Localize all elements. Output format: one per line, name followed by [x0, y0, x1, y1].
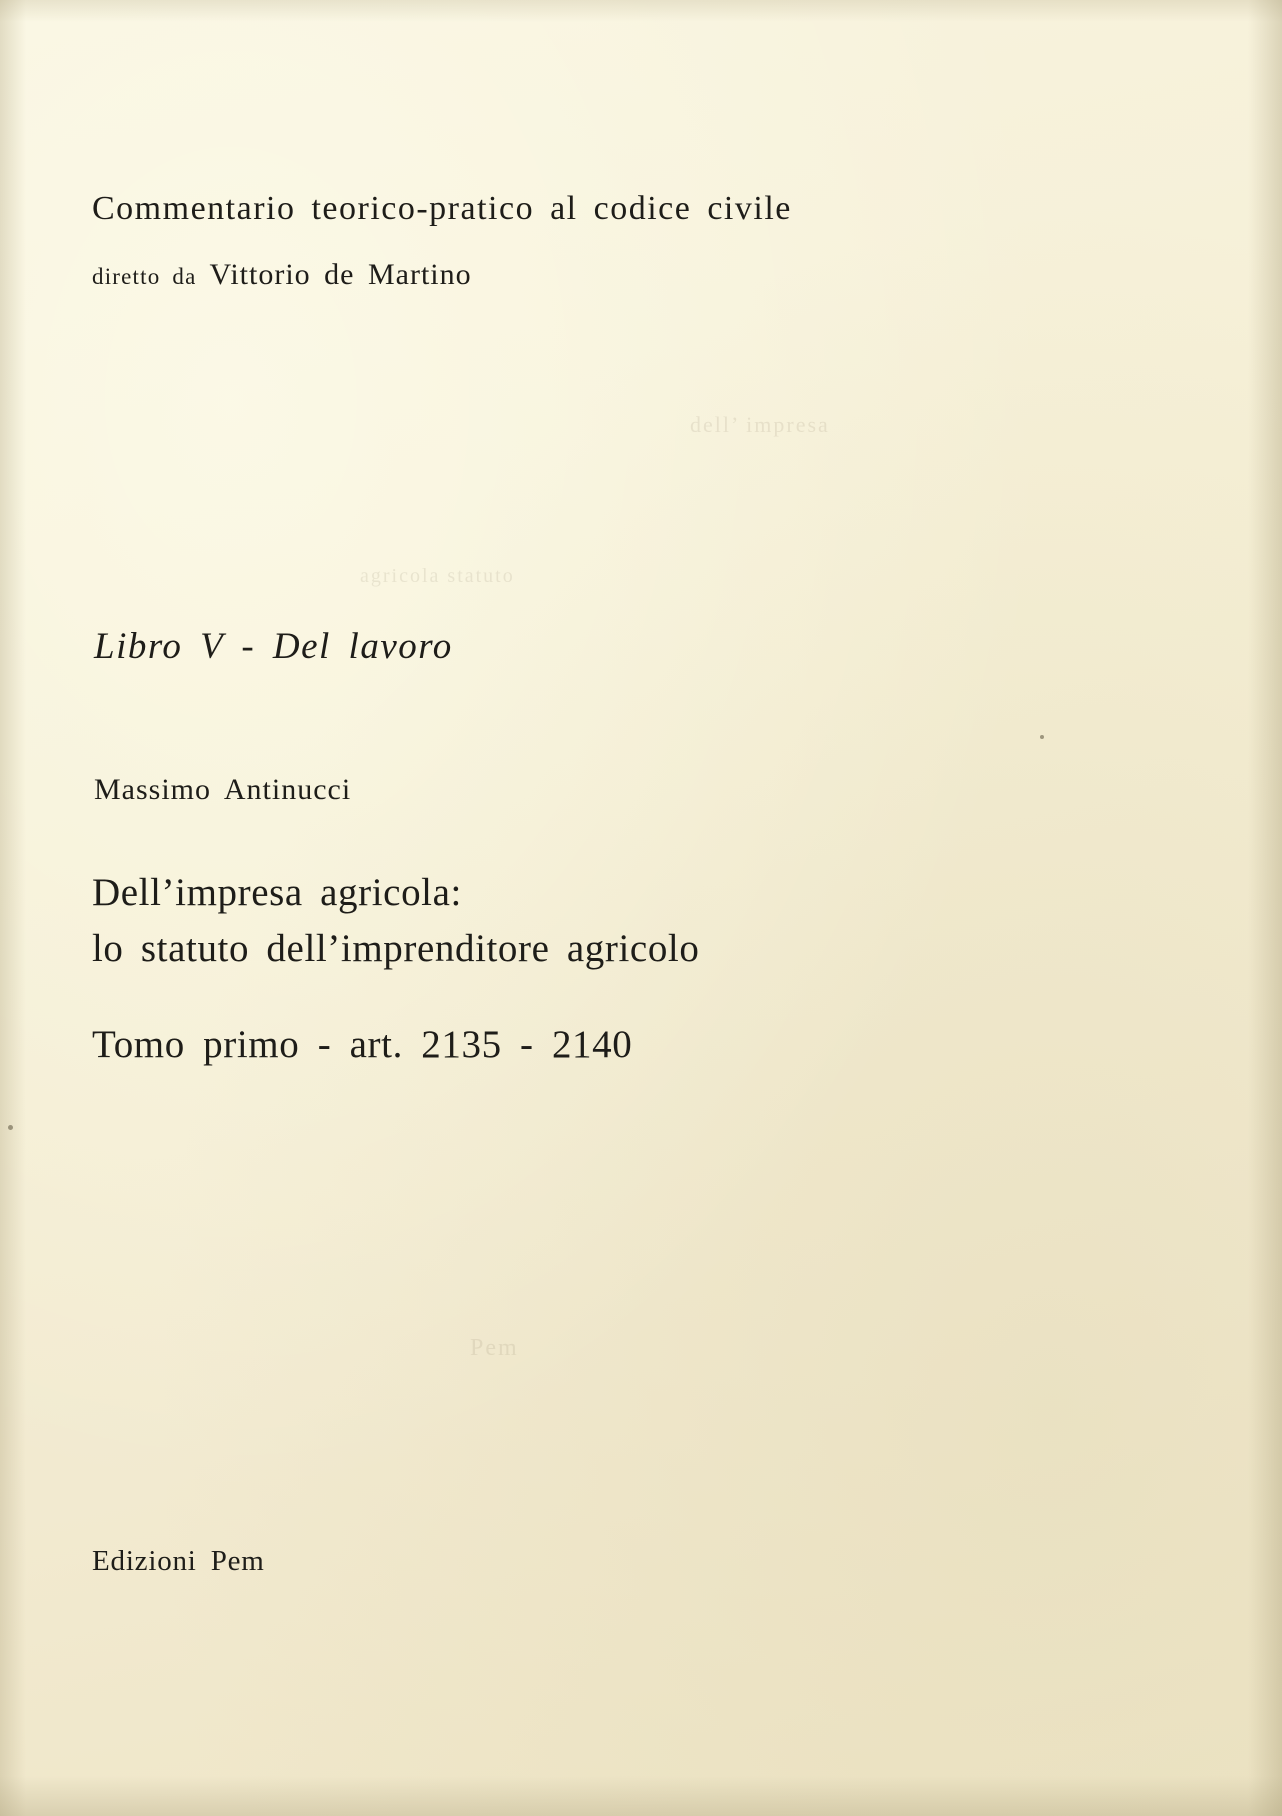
- book-author: Massimo Antinucci: [94, 773, 352, 806]
- bleed-through-text-b: agricola statuto: [360, 565, 515, 587]
- book-volume-line: Tomo primo - art. 2135 - 2140: [92, 1023, 633, 1066]
- page-edge-shading-left: [0, 0, 26, 1816]
- paper-speck: [1040, 735, 1044, 739]
- paper-speck: [8, 1125, 13, 1130]
- book-title: [92, 865, 699, 977]
- series-editor-prefix: diretto da: [92, 264, 197, 289]
- series-editor-name: Vittorio de Martino: [209, 258, 472, 291]
- book-title-line-1: Dell’impresa agricola:: [92, 871, 462, 914]
- book-title-line-2: lo statuto dell’imprenditore agricolo: [92, 927, 700, 970]
- series-title: Commentario teorico-pratico al codice civile: [92, 190, 792, 227]
- page-edge-shading-top: [0, 0, 1282, 22]
- series-editor-line: [92, 256, 472, 296]
- book-part-label: Libro V - Del lavoro: [94, 626, 453, 667]
- publisher-name: Edizioni Pem: [92, 1545, 265, 1577]
- bleed-through-text-c: Pem: [470, 1335, 519, 1361]
- page-edge-shading-right: [1248, 0, 1282, 1816]
- page-edge-shading-bottom: [0, 1776, 1282, 1816]
- bleed-through-text-a: dell’ impresa: [690, 412, 830, 437]
